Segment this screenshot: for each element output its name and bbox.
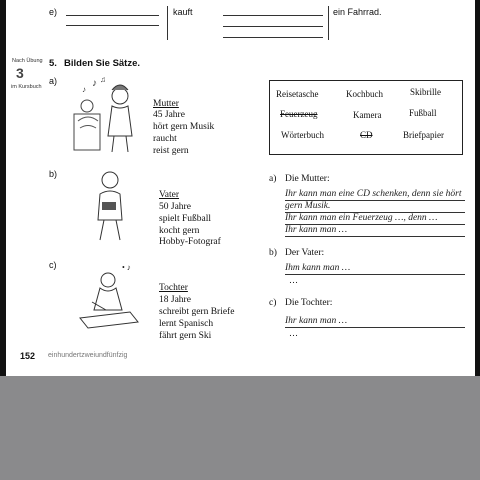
person-c-name: Tochter [159,283,188,293]
exercise-title: Bilden Sie Sätze. [64,58,141,69]
person-a-letter: a) [49,76,58,86]
blank-line [223,15,323,16]
word-feuerzeug: Feuerzeug [280,109,318,119]
exercise-number: 5. [49,58,57,69]
person-c-letter: c) [49,260,57,270]
daughter-illustration [74,258,144,334]
answer-b-handwriting: Ihm kann man … [285,263,351,273]
word-fussball: Fußball [409,108,437,118]
answer-a-handwriting: gern Musik. [285,201,331,211]
divider [167,6,168,40]
margin-ref-line1: Nach Übung [12,58,43,64]
person-c-line: lernt Spanisch [159,319,214,329]
svg-text:♪: ♪ [82,85,86,94]
answer-b-dots: … [289,275,298,285]
answer-c-handwriting: Ihr kann man … [285,316,348,326]
blank-line [66,25,159,26]
word-woerterbuch: Wörterbuch [281,130,324,140]
blank-line [223,26,323,27]
person-b-letter: b) [49,169,58,179]
answer-a-prompt: Die Mutter: [285,174,330,184]
svg-text:♫: ♫ [100,76,106,84]
person-b-line: spielt Fußball [159,214,211,224]
answer-b-label: b) [269,248,277,258]
person-c-line: fährt gern Ski [159,331,212,341]
person-b-line: 50 Jahre [159,202,191,212]
word-kamera: Kamera [353,110,382,120]
svg-text:♪: ♪ [92,78,97,89]
word-briefpapier: Briefpapier [403,130,444,140]
answer-a-handwriting: Ihr kann man … [285,225,348,235]
person-a-line: reist gern [153,146,189,156]
word-reisetasche: Reisetasche [276,89,319,99]
item-e-letter: e) [49,7,58,17]
answer-a-handwriting: Ihr kann man eine CD schenken, denn sie hört [285,189,462,199]
page-number: 152 [20,351,36,361]
person-b-line: kocht gern [159,226,200,236]
gray-background [0,376,480,480]
person-b-line: Hobby-Fotograf [159,237,221,247]
blank-line [223,37,323,38]
answer-line [285,236,465,237]
answer-a-label: a) [269,174,277,184]
answer-c-dots: … [289,328,298,338]
answer-b-prompt: Der Vater: [285,248,325,258]
word-cd: CD [360,130,373,140]
person-a-name: Mutter [153,99,179,109]
mother-illustration [68,76,146,156]
worksheet-page [6,0,475,376]
word-skibrille: Skibrille [410,87,441,97]
word-box [269,80,463,155]
answer-line [285,274,465,275]
person-a-line: hört gern Musik [153,122,215,132]
svg-text:• ♪: • ♪ [122,263,131,272]
person-b-name: Vater [159,190,180,200]
page-number-words: einhundertzweiundfünfzig [48,352,128,359]
divider [328,6,329,40]
answer-c-prompt: Die Tochter: [285,298,333,308]
father-illustration [86,168,136,244]
person-a-line: 45 Jahre [153,110,185,120]
margin-ref-number: 3 [16,65,24,81]
answer-line [285,327,465,328]
person-c-line: 18 Jahre [159,295,191,305]
item-e-word2: ein Fahrrad. [333,7,382,17]
word-kochbuch: Kochbuch [346,89,383,99]
item-e-word1: kauft [173,7,193,17]
margin-ref-line2: im Kursbuch [11,84,42,90]
answer-a-handwriting: Ihr kann man ein Feuerzeug …, denn … [285,213,438,223]
person-a-line: raucht [153,134,177,144]
person-c-line: schreibt gern Briefe [159,307,235,317]
blank-line [66,15,159,16]
answer-c-label: c) [269,298,277,308]
